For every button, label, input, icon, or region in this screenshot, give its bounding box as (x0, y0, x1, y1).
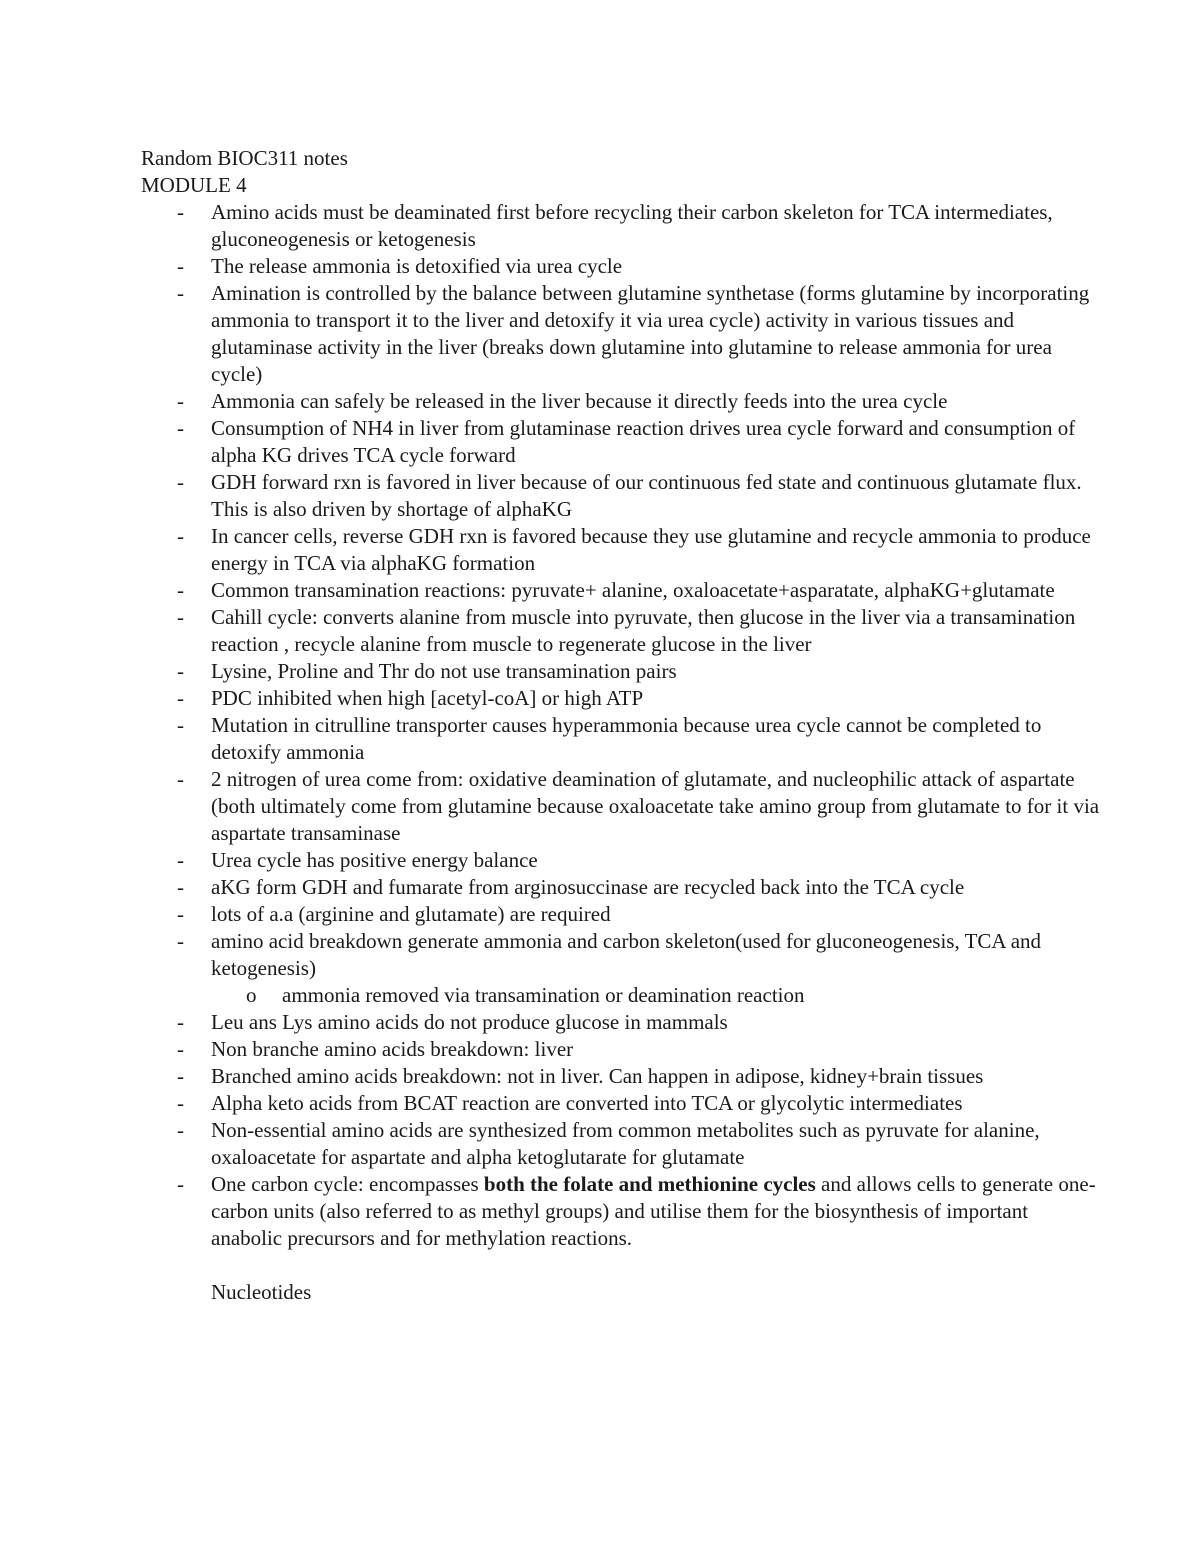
list-item-text: PDC inhibited when high [acetyl-coA] or high ATP (211, 686, 644, 710)
bullet-dash: - (177, 389, 184, 413)
module-heading: MODULE 4 (141, 173, 247, 197)
bullet-dash: - (177, 416, 184, 440)
list-item (141, 253, 1101, 280)
list-item (141, 388, 1101, 415)
list-item (141, 685, 1101, 712)
list-item (141, 199, 1101, 253)
list-item-text: Cahill cycle: converts alanine from muscle into pyruvate, then glucose in the liver via a transamination reaction , recycle alanine from muscle to regenerate glucose in the liver (211, 605, 1076, 656)
list-item-text: Urea cycle has positive energy balance (211, 848, 538, 872)
list-item-text: Consumption of NH4 in liver from glutaminase reaction drives urea cycle forward and consumption of alpha KG drives TCA cycle forward (211, 416, 1076, 467)
list-item (141, 523, 1101, 577)
list-item-text: Amination is controlled by the balance between glutamine synthetase (forms glutamine by incorporating ammonia to transport it to the liver and detoxify it via urea cycle) activity in various tissues and glutaminase activity in the liver (breaks down glutamine into glutamine to release ammonia for urea cycle) (211, 281, 1090, 386)
blank-line (141, 1252, 1101, 1279)
list-item-text: 2 nitrogen of urea come from: oxidative deamination of glutamate, and nucleophilic attack of aspartate (both ultimately come from glutamine because oxaloacetate take amino group from glutamate to for it via aspartate transaminase (211, 767, 1100, 845)
bullet-dash: - (177, 1118, 184, 1142)
list-item (141, 604, 1101, 658)
bold-emphasis: both the folate and methionine cycles (483, 1172, 816, 1196)
bullet-dash: - (177, 1064, 184, 1088)
list-item (141, 1036, 1101, 1063)
list-item-text: Non-essential amino acids are synthesized from common metabolites such as pyruvate for alanine, oxaloacetate for aspartate and alpha ketoglutarate for glutamate (211, 1118, 1040, 1169)
bullet-dash: - (177, 605, 184, 629)
bullet-dash: - (177, 524, 184, 548)
list-item (141, 280, 1101, 388)
list-item-text: Branched amino acids breakdown: not in liver. Can happen in adipose, kidney+brain tissues (211, 1064, 984, 1088)
sub-list-item (141, 982, 1101, 1009)
bullet-dash: - (177, 659, 184, 683)
bullet-dash: - (177, 578, 184, 602)
bullet-dash: - (177, 767, 184, 791)
list-item-text-end: and allows cells to generate one-carbon units (also referred to as methyl groups) and utilise them for the biosynthesis of important anabolic precursors and for methylation reactions. (211, 1172, 1096, 1250)
list-item (141, 658, 1101, 685)
list-item-text: lots of a.a (arginine and glutamate) are required (211, 902, 611, 926)
list-item-text: GDH forward rxn is favored in liver because of our continuous fed state and continuous glutamate flux. This is also driven by shortage of alphaKG (211, 470, 1082, 521)
list-item (141, 1009, 1101, 1036)
bullet-dash: - (177, 902, 184, 926)
list-item-text: In cancer cells, reverse GDH rxn is favored because they use glutamine and recycle ammonia to produce energy in TCA via alphaKG formation (211, 524, 1091, 575)
bullet-dash: - (177, 281, 184, 305)
list-item-text (211, 1172, 1096, 1250)
list-item (141, 874, 1101, 901)
list-item-text: Ammonia can safely be released in the liver because it directly feeds into the urea cycle (211, 389, 948, 413)
bullet-dash: - (177, 254, 184, 278)
list-item-text: The release ammonia is detoxified via urea cycle (211, 254, 623, 278)
bullet-dash: - (177, 1091, 184, 1115)
sub-list-item-text: ammonia removed via transamination or deamination reaction (282, 983, 805, 1007)
list-item (141, 1063, 1101, 1090)
list-item (141, 1171, 1101, 1252)
bullet-dash: - (177, 875, 184, 899)
list-item (141, 415, 1101, 469)
document-title: Random BIOC311 notes (141, 146, 348, 170)
bullet-dash: - (177, 1037, 184, 1061)
list-item (141, 577, 1101, 604)
list-item-text: Alpha keto acids from BCAT reaction are converted into TCA or glycolytic intermediates (211, 1091, 963, 1115)
list-item (141, 928, 1101, 982)
bullet-dash: - (177, 1172, 184, 1196)
list-item-text: Common transamination reactions: pyruvate+ alanine, oxaloacetate+asparatate, alphaKG+glutamate (211, 578, 1055, 602)
list-item (141, 712, 1101, 766)
list-item (141, 847, 1101, 874)
list-item (141, 1117, 1101, 1171)
section-heading: Nucleotides (211, 1280, 312, 1304)
list-item (141, 1090, 1101, 1117)
list-item (141, 469, 1101, 523)
list-item-text: aKG form GDH and fumarate from arginosuccinase are recycled back into the TCA cycle (211, 875, 965, 899)
list-item-text-start: One carbon cycle: encompasses (211, 1172, 484, 1196)
list-item-text: Lysine, Proline and Thr do not use transamination pairs (211, 659, 677, 683)
bullet-dash: - (177, 470, 184, 494)
list-item (141, 766, 1101, 847)
bullet-dash: - (177, 200, 184, 224)
list-item (141, 901, 1101, 928)
list-item-text: Non branche amino acids breakdown: liver (211, 1037, 574, 1061)
list-item-text: Amino acids must be deaminated first before recycling their carbon skeleton for TCA intermediates, gluconeogenesis or ketogenesis (211, 200, 1053, 251)
notes-list (141, 199, 1101, 1306)
list-item-text: amino acid breakdown generate ammonia and carbon skeleton(used for gluconeogenesis, TCA and ketogenesis) (211, 929, 1042, 980)
list-item-text: Leu ans Lys amino acids do not produce glucose in mammals (211, 1010, 728, 1034)
bullet-dash: - (177, 848, 184, 872)
bullet-dash: - (177, 929, 184, 953)
bullet-dash: - (177, 1010, 184, 1034)
sub-bullet: o (246, 983, 257, 1007)
list-item-text: Mutation in citrulline transporter causes hyperammonia because urea cycle cannot be completed to detoxify ammonia (211, 713, 1042, 764)
bullet-dash: - (177, 686, 184, 710)
bullet-dash: - (177, 713, 184, 737)
